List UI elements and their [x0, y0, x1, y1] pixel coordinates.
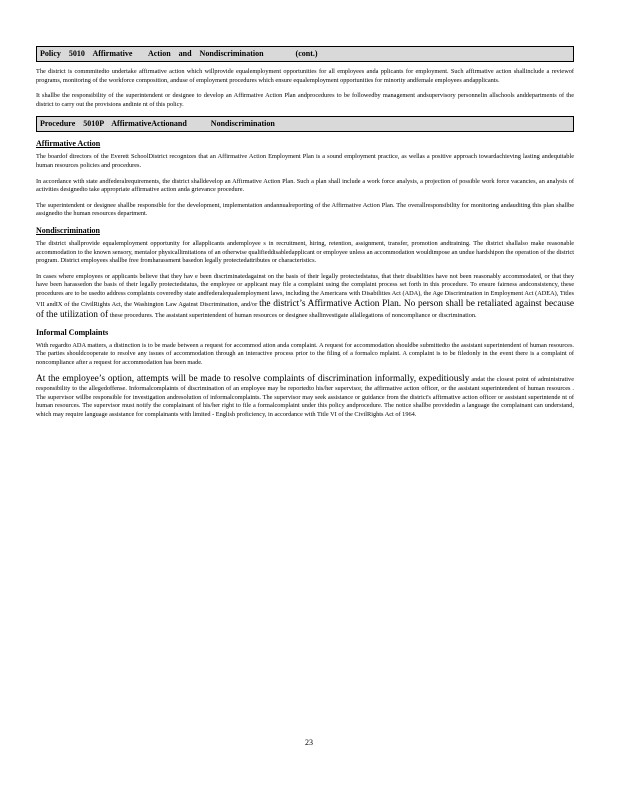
informal-complaints-heading: Informal Complaints	[36, 327, 109, 337]
affirmative-paragraph-2: In accordance with state andfederalrequirements, the district shalldevelop an Affirmative Action Plan. Such a plan shall include a work force analysis, a projection of possible work force vacancies, an analysis of activities designedto take appropriate affirmative action anda grievance procedure.	[36, 177, 574, 194]
procedure-header: Procedure 5010P AffirmativeActionand Nondiscrimination	[36, 116, 574, 132]
affirmative-paragraph-1: The boardof directors of the Everett SchoolDistrict recognizes that an Affirmative Action Employment Plan is a sound employment practice, as wellas a positive approach towardachieving lasting andequitable human resources policies and procedures.	[36, 153, 574, 169]
policy-paragraph-2: It shallbe the responsibility of the superintendent or designee to develop an Affirmative Action Plan andprocedures to be followedby management andsupervisory personnelin allschools anddepartments of the district to carry out the provisions andinte nt of this policy.	[36, 92, 574, 108]
policy-paragraph-1: The district is commmitedto undertake affirmative action which willprovide equalemployment opportunities for all employees anda pplicants for employment. Such affirmative action shallinclude a reviewof programs, monitoring of the workforce composition, anduse of employment procedures which ensure equalemployment opportunities for minority andfemale employees andapplicants.	[36, 68, 574, 84]
affirmative-paragraph-3: The superintendent or designee shallbe responsible for the development, implementation andannualreporting of the Affirmative Action Plan. The overallresponsibility for monitoring andauditing this plan shallbe assignedto the human resources department.	[36, 201, 574, 218]
nondiscrimination-paragraph-2	[36, 273, 574, 321]
informal-paragraph-2-large-text: At the employee’s option, attempts will be made to resolve complaints of discrimination informally, expeditiously	[36, 374, 470, 385]
informal-paragraph-1: With regardto ADA matters, a distinction is to be made between a request for accommod ation anda complaint. A request for accommodation shouldbe submittedto the assistant superintendent of human resources. The parties shouldcooperate to resolve any issues of accommodation through an interactive process prior to the filing of a formalco mplaint. A complaint is to be filedonly in the event there is a complaint of noncompliance after a request for accommodation has been made.	[36, 341, 574, 366]
document-page	[36, 46, 574, 427]
nondiscrimination-paragraph-1: The district shallprovide equalemployment opportunity for allapplicants andemployee s in recruitment, hiring, retention, assignment, transfer, promotion andtraining. The district shallalso make reasonable accommodation to the known sensory, mentalor physicallimitations of an otherwise qualifieddisabledapplicant or employee unless an accommodation wouldimpose an undue hardshipon the operation of the district program. District employees shallbe free fromharassment basedon legally protectedattributes or characteristics.	[36, 239, 574, 265]
page-number: 23	[305, 738, 313, 747]
nondiscrimination-paragraph-2-large-text: the district’s Affirmative Action Plan. No person shall be retaliated against because of the utilization of	[36, 298, 574, 320]
policy-header: Policy 5010 Affirmative Action and Nondiscrimination (cont.)	[36, 46, 574, 62]
affirmative-action-heading: Affirmative Action	[36, 139, 101, 149]
nondiscrimination-paragraph-2-part-c: these procedures. The assistant superintendent of human resources or designee shallinvestigate allallegations of noncompliance or discrimination.	[108, 311, 477, 319]
informal-paragraph-2	[36, 374, 574, 419]
informal-paragraph-2-body: andat the closest point of administrative responsibility to the allegedoffense. Informalcomplaints of discrimination of an employee may be reportedto his/her supervisor, the affirmative action officer, or the assistant superintendent of human resources . The supervisor willbe responsible for investigation andresolution of informalcomplaints. The supervisor may seek assistance or guidance from the district's affirmative action officer or assistant superintende nt of human resources. The supervisor must notify the complainant of his/her right to file a formalcomplaint under this policy andprocedure. The notice shallbe providedin a language the complainant can understand, which may require language assistance for complainants with limited - English proficiency, in accordance with Title VI of the CivilRights Act of 1964.	[36, 376, 574, 419]
nondiscrimination-paragraph-2-part-a: In cases where employees or applicants believe that they hav e been discriminatedagainst on the basis of their legally protectedstatus, that their disabilities have not been reasonably accommodated, or that they have been harassedon the basis of their legally protectedstatus, the employee or applicant may file a complaint using the complaint process set forth in this procedure. To ensure fairness andconsistency, these procedures are to be usedto address complaints coveredby state andfederalequalemployment laws, including the Americans with Disabilities Act (ADA), the Age Discrimination in Employment Act (ADEA), Titles VII andIX of the CivilRights Act, the Washington Law Against Discrimination, and/or	[36, 272, 574, 308]
nondiscrimination-heading: Nondiscrimination	[36, 225, 101, 235]
